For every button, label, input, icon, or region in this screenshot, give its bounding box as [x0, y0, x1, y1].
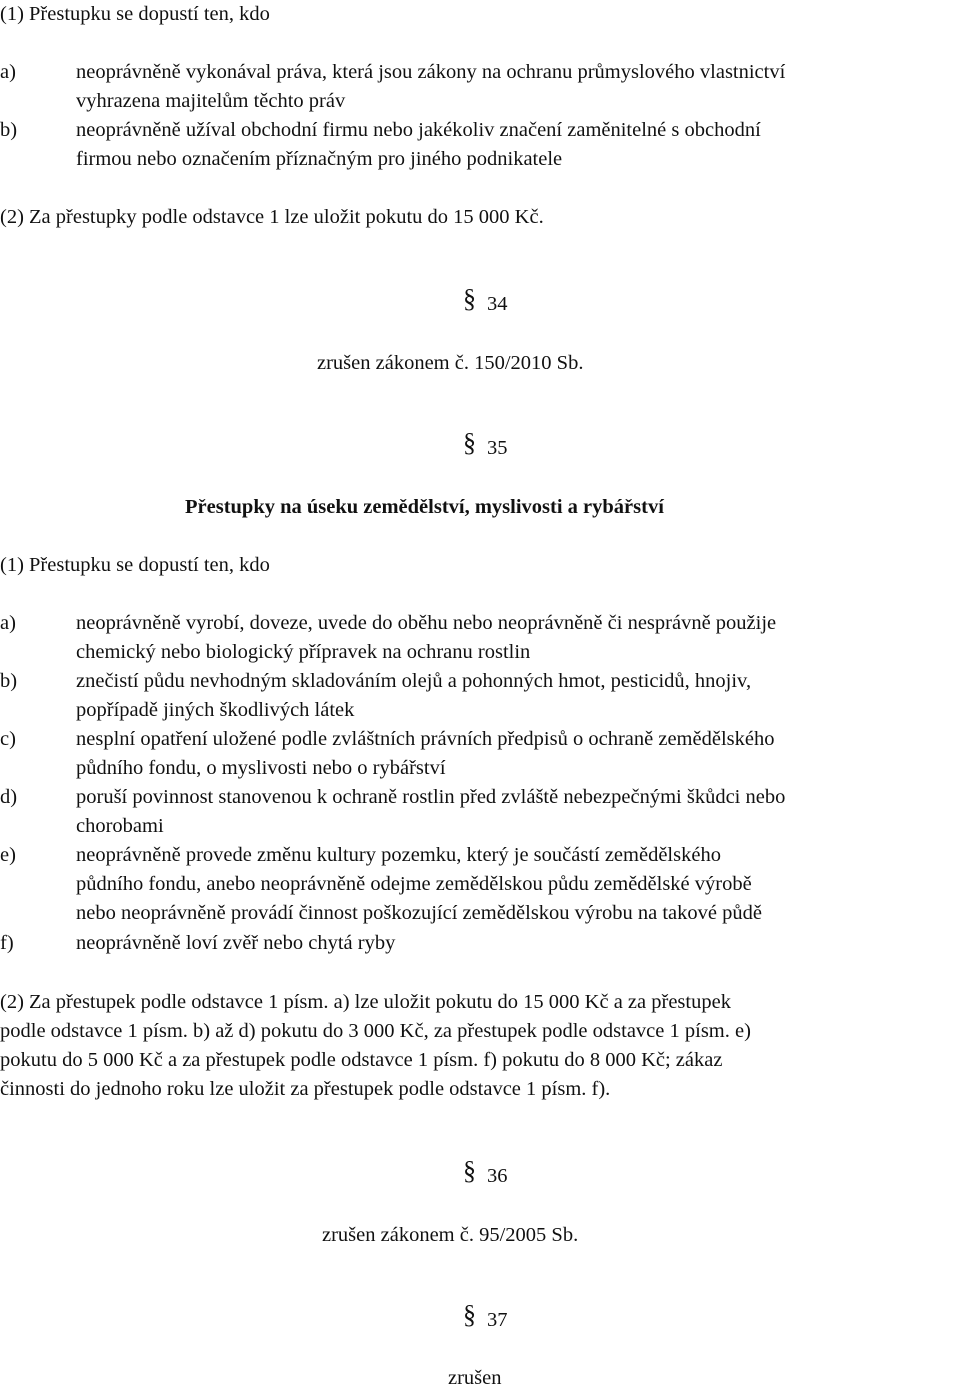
item-line: neoprávněně užíval obchodní firmu nebo jakékoliv značení zaměnitelné s obchodní: [76, 119, 761, 141]
section-number: 35: [487, 437, 508, 459]
item-letter: c): [0, 728, 16, 750]
item-line: chemický nebo biologický přípravek na ochranu rostlin: [76, 641, 531, 663]
section-34-note: zrušen zákonem č. 150/2010 Sb.: [317, 352, 584, 374]
section-sign: §: [463, 1300, 476, 1329]
section-sign: §: [463, 284, 476, 313]
section-35-title: Přestupky na úseku zemědělství, myslivosti a rybářství: [185, 496, 664, 518]
item-letter: a): [0, 612, 16, 634]
item-letter: a): [0, 61, 16, 83]
paragraph-line: (2) Za přestupek podle odstavce 1 písm. a) lze uložit pokutu do 15 000 Kč a za přestupek: [0, 991, 731, 1013]
item-line: znečistí půdu nevhodným skladováním olejů a pohonných hmot, pesticidů, hnojiv,: [76, 670, 752, 692]
item-line: chorobami: [76, 815, 164, 837]
item-line: neoprávněně vykonával práva, která jsou zákony na ochranu průmyslového vlastnictví: [76, 61, 786, 83]
section-sign: §: [463, 428, 476, 457]
item-letter: b): [0, 670, 18, 692]
section-number: 36: [487, 1165, 508, 1187]
item-line: vyhrazena majitelům těchto práv: [76, 90, 346, 112]
item-line: neoprávněně loví zvěř nebo chytá ryby: [76, 932, 396, 954]
paragraph-intro-35: (1) Přestupku se dopustí ten, kdo: [0, 554, 270, 576]
paragraph-line: pokutu do 5 000 Kč a za přestupek podle odstavce 1 písm. f) pokutu do 8 000 Kč; zákaz: [0, 1049, 723, 1071]
item-line: poruší povinnost stanovenou k ochraně rostlin před zvláště nebezpečnými škůdci nebo: [76, 786, 786, 808]
paragraph-intro-1: (1) Přestupku se dopustí ten, kdo: [0, 3, 270, 25]
item-letter: b): [0, 119, 18, 141]
item-line: popřípadě jiných škodlivých látek: [76, 699, 355, 721]
item-line: neoprávněně provede změnu kultury pozemku, který je součástí zemědělského: [76, 844, 721, 866]
section-36-note: zrušen zákonem č. 95/2005 Sb.: [322, 1224, 579, 1246]
paragraph-2: (2) Za přestupky podle odstavce 1 lze uložit pokutu do 15 000 Kč.: [0, 206, 544, 228]
section-sign: §: [463, 1156, 476, 1185]
item-line: půdního fondu, anebo neoprávněně odejme zemědělskou půdu zemědělské výrobě: [76, 873, 752, 895]
section-number: 34: [487, 293, 508, 315]
item-line: firmou nebo označením příznačným pro jiného podnikatele: [76, 148, 563, 170]
item-line: nebo neoprávněně provádí činnost poškozující zemědělskou výrobu na takové půdě: [76, 902, 762, 924]
item-letter: f): [0, 932, 14, 954]
paragraph-line: činnosti do jednoho roku lze uložit za přestupek podle odstavce 1 písm. f).: [0, 1078, 611, 1100]
paragraph-line: podle odstavce 1 písm. b) až d) pokutu do 3 000 Kč, za přestupek podle odstavce 1 písm. e): [0, 1020, 751, 1042]
item-letter: e): [0, 844, 16, 866]
section-number: 37: [487, 1309, 508, 1331]
section-37-note: zrušen: [448, 1367, 502, 1389]
item-line: neoprávněně vyrobí, doveze, uvede do oběhu nebo neoprávněně či nesprávně použije: [76, 612, 777, 634]
item-letter: d): [0, 786, 18, 808]
item-line: nesplní opatření uložené podle zvláštních právních předpisů o ochraně zemědělského: [76, 728, 775, 750]
item-line: půdního fondu, o myslivosti nebo o rybářství: [76, 757, 446, 779]
paragraph-2-35: [0, 988, 751, 1104]
